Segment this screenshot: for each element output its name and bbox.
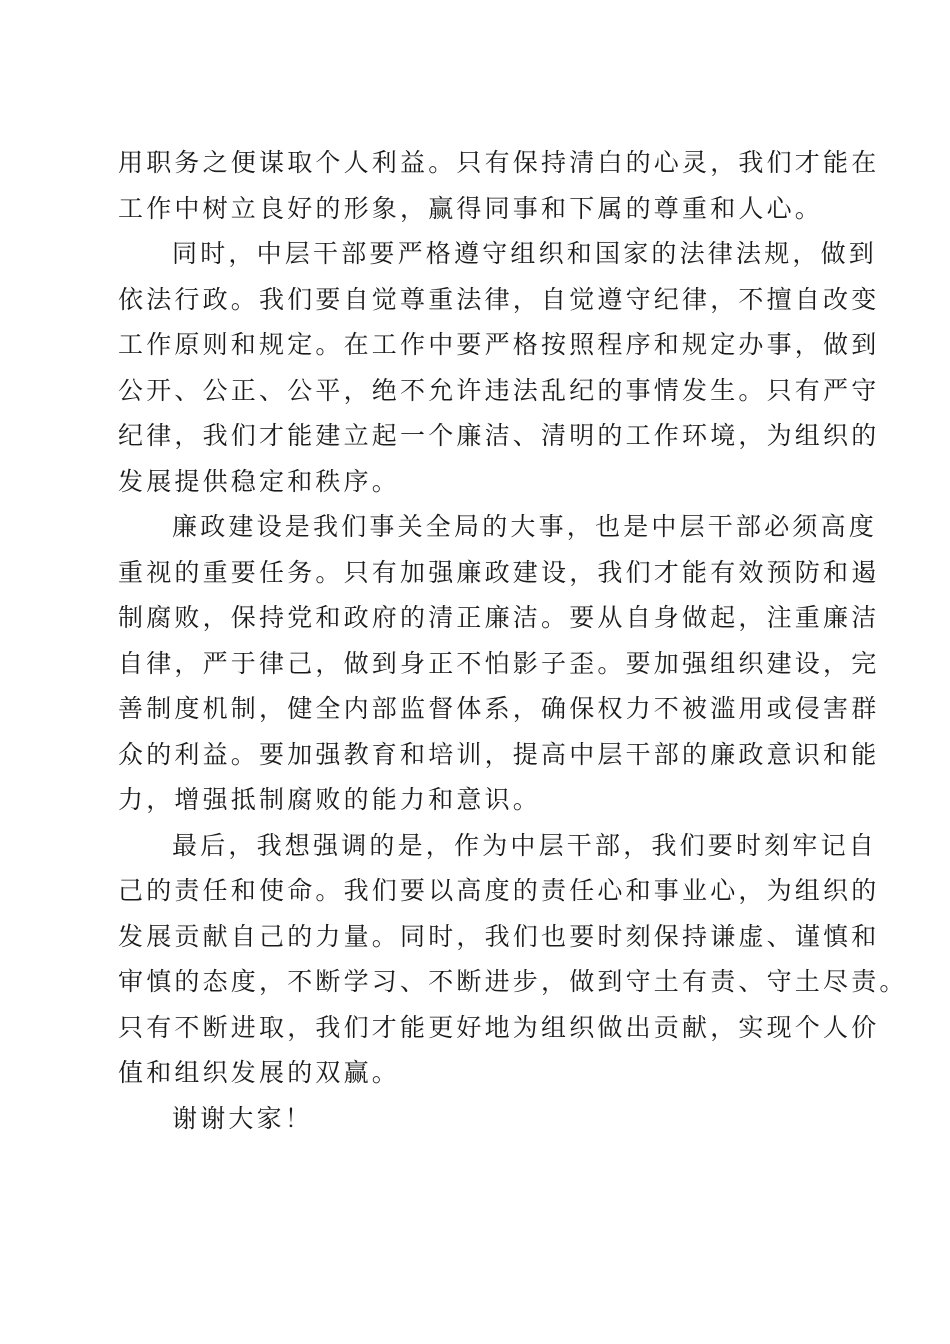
text-line: 审慎的态度，不断学习、不断进步，做到守土有责、守土尽责。 — [118, 967, 908, 996]
body-text — [118, 140, 908, 1141]
paragraph-start-line: 最后，我想强调的是，作为中层干部，我们要时刻牢记自 — [172, 830, 878, 860]
text-line: 重视的重要任务。只有加强廉政建设，我们才能有效预防和遏 — [118, 557, 880, 587]
text-line: 只有不断进取，我们才能更好地为组织做出贡献，实现个人价 — [118, 1012, 880, 1042]
text-line: 纪律，我们才能建立起一个廉洁、清明的工作环境，为组织的 — [118, 421, 880, 450]
text-line: 发展贡献自己的力量。同时，我们也要时刻保持谦虚、谨慎和 — [118, 921, 880, 951]
closing-line: 谢谢大家！ — [172, 1103, 314, 1133]
text-line: 力，增强抵制腐败的能力和意识。 — [118, 785, 542, 814]
paragraph-start-line: 同时，中层干部要严格遵守组织和国家的法律法规，做到 — [172, 239, 878, 268]
text-line: 用职务之便谋取个人利益。只有保持清白的心灵，我们才能在 — [118, 148, 880, 177]
text-line: 值和组织发展的双赢。 — [118, 1058, 401, 1087]
text-line: 公开、公正、公平，绝不允许违法乱纪的事情发生。只有严守 — [118, 375, 880, 405]
text-line: 制腐败，保持党和政府的清正廉洁。要从自身做起，注重廉洁 — [118, 603, 880, 632]
text-line: 善制度机制，健全内部监督体系，确保权力不被滥用或侵害群 — [118, 694, 880, 723]
text-line: 众的利益。要加强教育和培训，提高中层干部的廉政意识和能 — [118, 739, 880, 769]
text-line: 己的责任和使命。我们要以高度的责任心和事业心，为组织的 — [118, 876, 880, 905]
text-line: 发展提供稳定和秩序。 — [118, 466, 401, 496]
paragraph-start-line: 廉政建设是我们事关全局的大事，也是中层干部必须高度 — [172, 512, 878, 541]
text-line: 工作原则和规定。在工作中要严格按照程序和规定办事，做到 — [118, 330, 880, 359]
text-line: 工作中树立良好的形象，赢得同事和下属的尊重和人心。 — [118, 193, 824, 223]
text-line: 自律，严于律己，做到身正不怕影子歪。要加强组织建设，完 — [118, 648, 880, 678]
text-line: 依法行政。我们要自觉尊重法律，自觉遵守纪律，不擅自改变 — [118, 284, 880, 314]
